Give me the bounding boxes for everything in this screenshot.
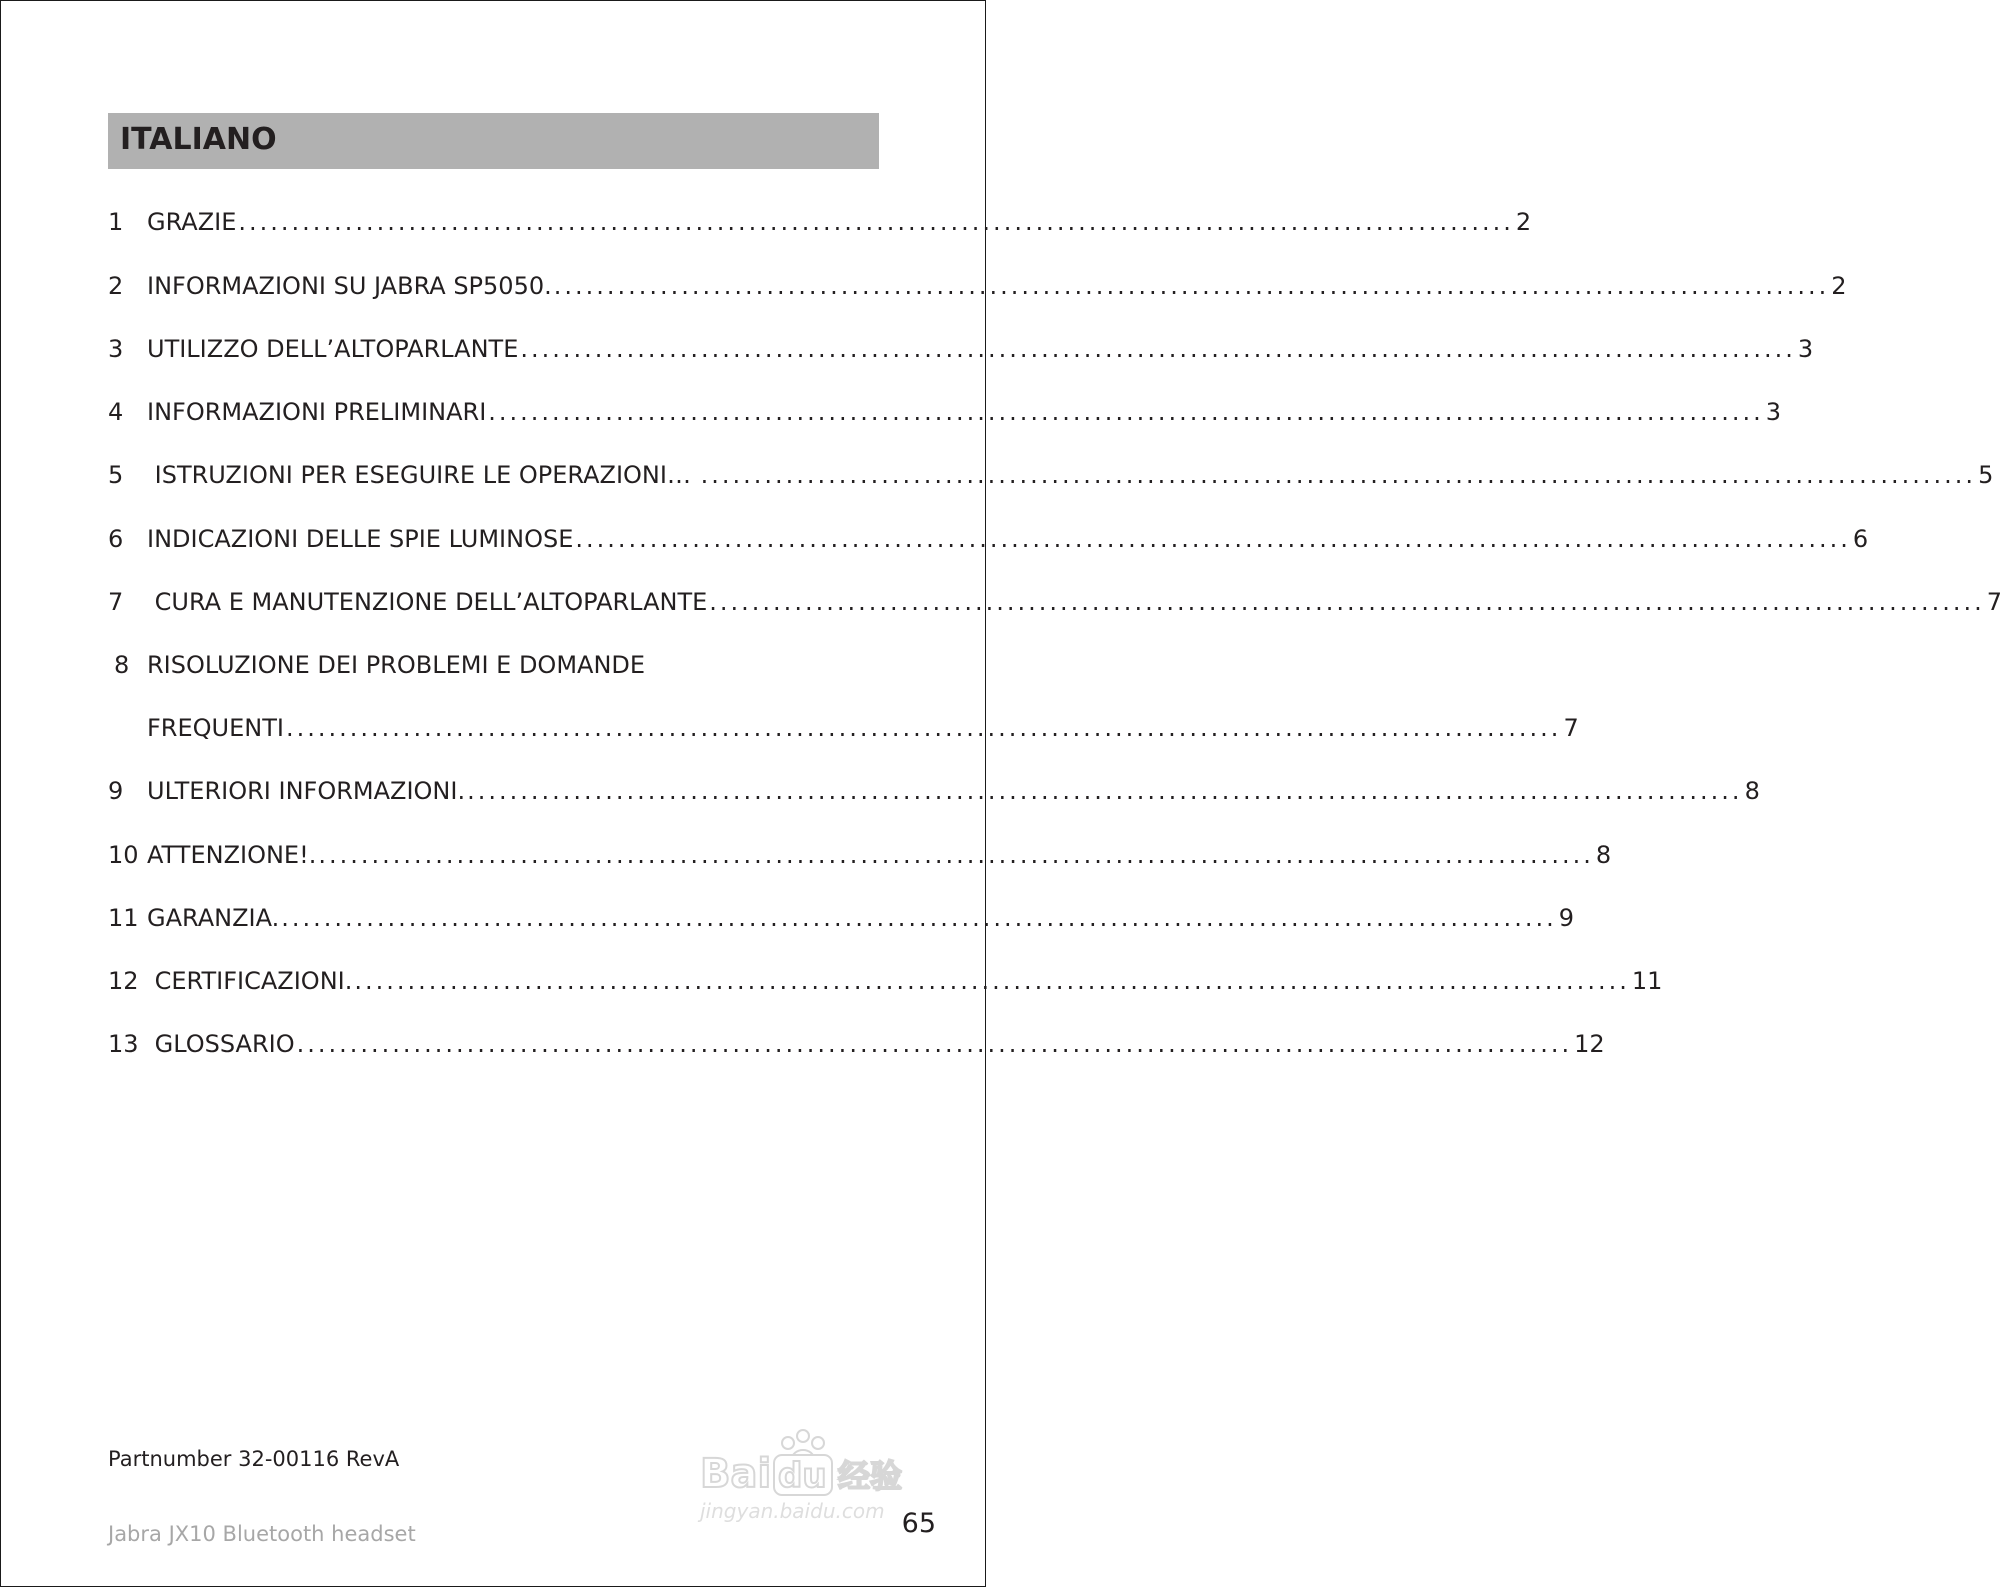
svg-text:Bai: Bai [700, 1451, 772, 1497]
part-number: Partnumber 32-00116 RevA [108, 1447, 400, 1471]
toc-number: 2 [108, 272, 124, 300]
toc-page: 9 [1558, 904, 1574, 932]
toc-page: 2 [1831, 272, 1847, 300]
toc-entry-13[interactable] [108, 1026, 1605, 1062]
toc-leader-dots: ........................................................................................................................ [354, 967, 1630, 995]
toc-title: ISTRUZIONI PER ESEGUIRE LE OPERAZIONI… [147, 461, 699, 489]
toc-leader-dots: ........................................................................................................................ [285, 714, 1562, 742]
toc-number: 7 [108, 588, 124, 616]
toc-page: 8 [1744, 777, 1760, 805]
baidu-watermark-logo [700, 1425, 925, 1535]
toc-page: 6 [1852, 525, 1869, 553]
toc-leader-dots: ........................................................................................................................ [296, 1030, 1573, 1058]
toc-entry-1[interactable] [108, 204, 1532, 240]
toc-title: CERTIFICAZIONI. [147, 967, 353, 995]
toc-title: INFORMAZIONI SU JABRA SP5050. [147, 272, 552, 300]
toc-entry-6[interactable] [108, 521, 1869, 557]
toc-leader-dots: ........................................................................................................................ [238, 208, 1514, 236]
toc-number: 8 [114, 651, 130, 679]
svg-text:du: du [778, 1456, 827, 1496]
toc-number: 12 [108, 967, 139, 995]
section-header [108, 113, 879, 169]
toc-entry-12[interactable] [108, 963, 1663, 999]
toc-title: ULTERIORI INFORMAZIONI. [147, 777, 466, 805]
toc-page: 3 [1765, 398, 1782, 426]
section-title: ITALIANO [120, 122, 277, 157]
toc-title: RISOLUZIONE DEI PROBLEMI E DOMANDE [147, 651, 646, 679]
toc-page: 12 [1574, 1030, 1605, 1058]
toc-leader-dots: ........................................................................................................................ [281, 904, 1557, 932]
page-number: 65 [901, 1508, 936, 1539]
toc-entry-7[interactable] [108, 584, 2002, 620]
toc-title: ATTENZIONE!. [147, 841, 317, 869]
toc-number: 13 [108, 1030, 139, 1058]
toc-page: 8 [1595, 841, 1612, 869]
toc-leader-dots: ........................................................................................................................ [553, 272, 1830, 300]
toc-leader-dots: ........................................................................................................................ [467, 777, 1743, 805]
toc-leader-dots: ........................................................................................................................ [318, 841, 1594, 869]
toc-number: 10 [108, 841, 139, 869]
toc-number: 9 [108, 777, 124, 805]
toc-number: 4 [108, 398, 124, 426]
toc-title: GRAZIE [147, 208, 237, 236]
toc-page: 7 [1563, 714, 1579, 742]
toc-number: 5 [108, 461, 124, 489]
toc-title: INDICAZIONI DELLE SPIE LUMINOSE [147, 525, 574, 553]
toc-title: INFORMAZIONI PRELIMINARI [147, 398, 487, 426]
toc-entry-8[interactable] [108, 647, 879, 683]
toc-entry-11[interactable] [108, 900, 1574, 936]
toc-number: 11 [108, 904, 139, 932]
toc-page: 11 [1631, 967, 1663, 995]
toc-page: 5 [1978, 461, 1994, 489]
toc-title: UTILIZZO DELL’ALTOPARLANTE [147, 335, 519, 363]
toc-number: 1 [108, 208, 124, 236]
toc-number: 6 [108, 525, 124, 553]
product-name: Jabra JX10 Bluetooth headset [108, 1522, 416, 1546]
toc-page: 2 [1515, 208, 1532, 236]
toc-title-continuation: FREQUENTI [147, 714, 284, 742]
toc-entry-9[interactable] [108, 773, 1760, 809]
svg-text:经验: 经验 [838, 1457, 903, 1495]
toc-leader-dots: ........................................................................................................................ [700, 461, 1977, 489]
toc-leader-dots: ........................................................................................................................ [520, 335, 1796, 363]
toc-entry-5[interactable] [108, 457, 1994, 493]
toc-title: GLOSSARIO [147, 1030, 295, 1058]
toc-page: 7 [1986, 588, 2002, 616]
toc-entry-4[interactable] [108, 394, 1782, 430]
toc-entry-8-continuation[interactable] [108, 710, 1579, 746]
toc-entry-10[interactable] [108, 837, 1612, 873]
toc-leader-dots: ........................................................................................................................ [488, 398, 1764, 426]
svg-text:jingyan.baidu.com: jingyan.baidu.com [700, 1499, 885, 1523]
toc-number: 3 [108, 335, 124, 363]
toc-title: CURA E MANUTENZIONE DELL’ALTOPARLANTE [147, 588, 708, 616]
toc-title: GARANZIA. [147, 904, 280, 932]
toc-page: 3 [1797, 335, 1814, 363]
toc-entry-3[interactable] [108, 331, 1814, 367]
toc-leader-dots: ........................................................................................................................ [575, 525, 1851, 553]
toc-leader-dots: ........................................................................................................................ [709, 588, 1985, 616]
toc-entry-2[interactable] [108, 268, 1847, 304]
